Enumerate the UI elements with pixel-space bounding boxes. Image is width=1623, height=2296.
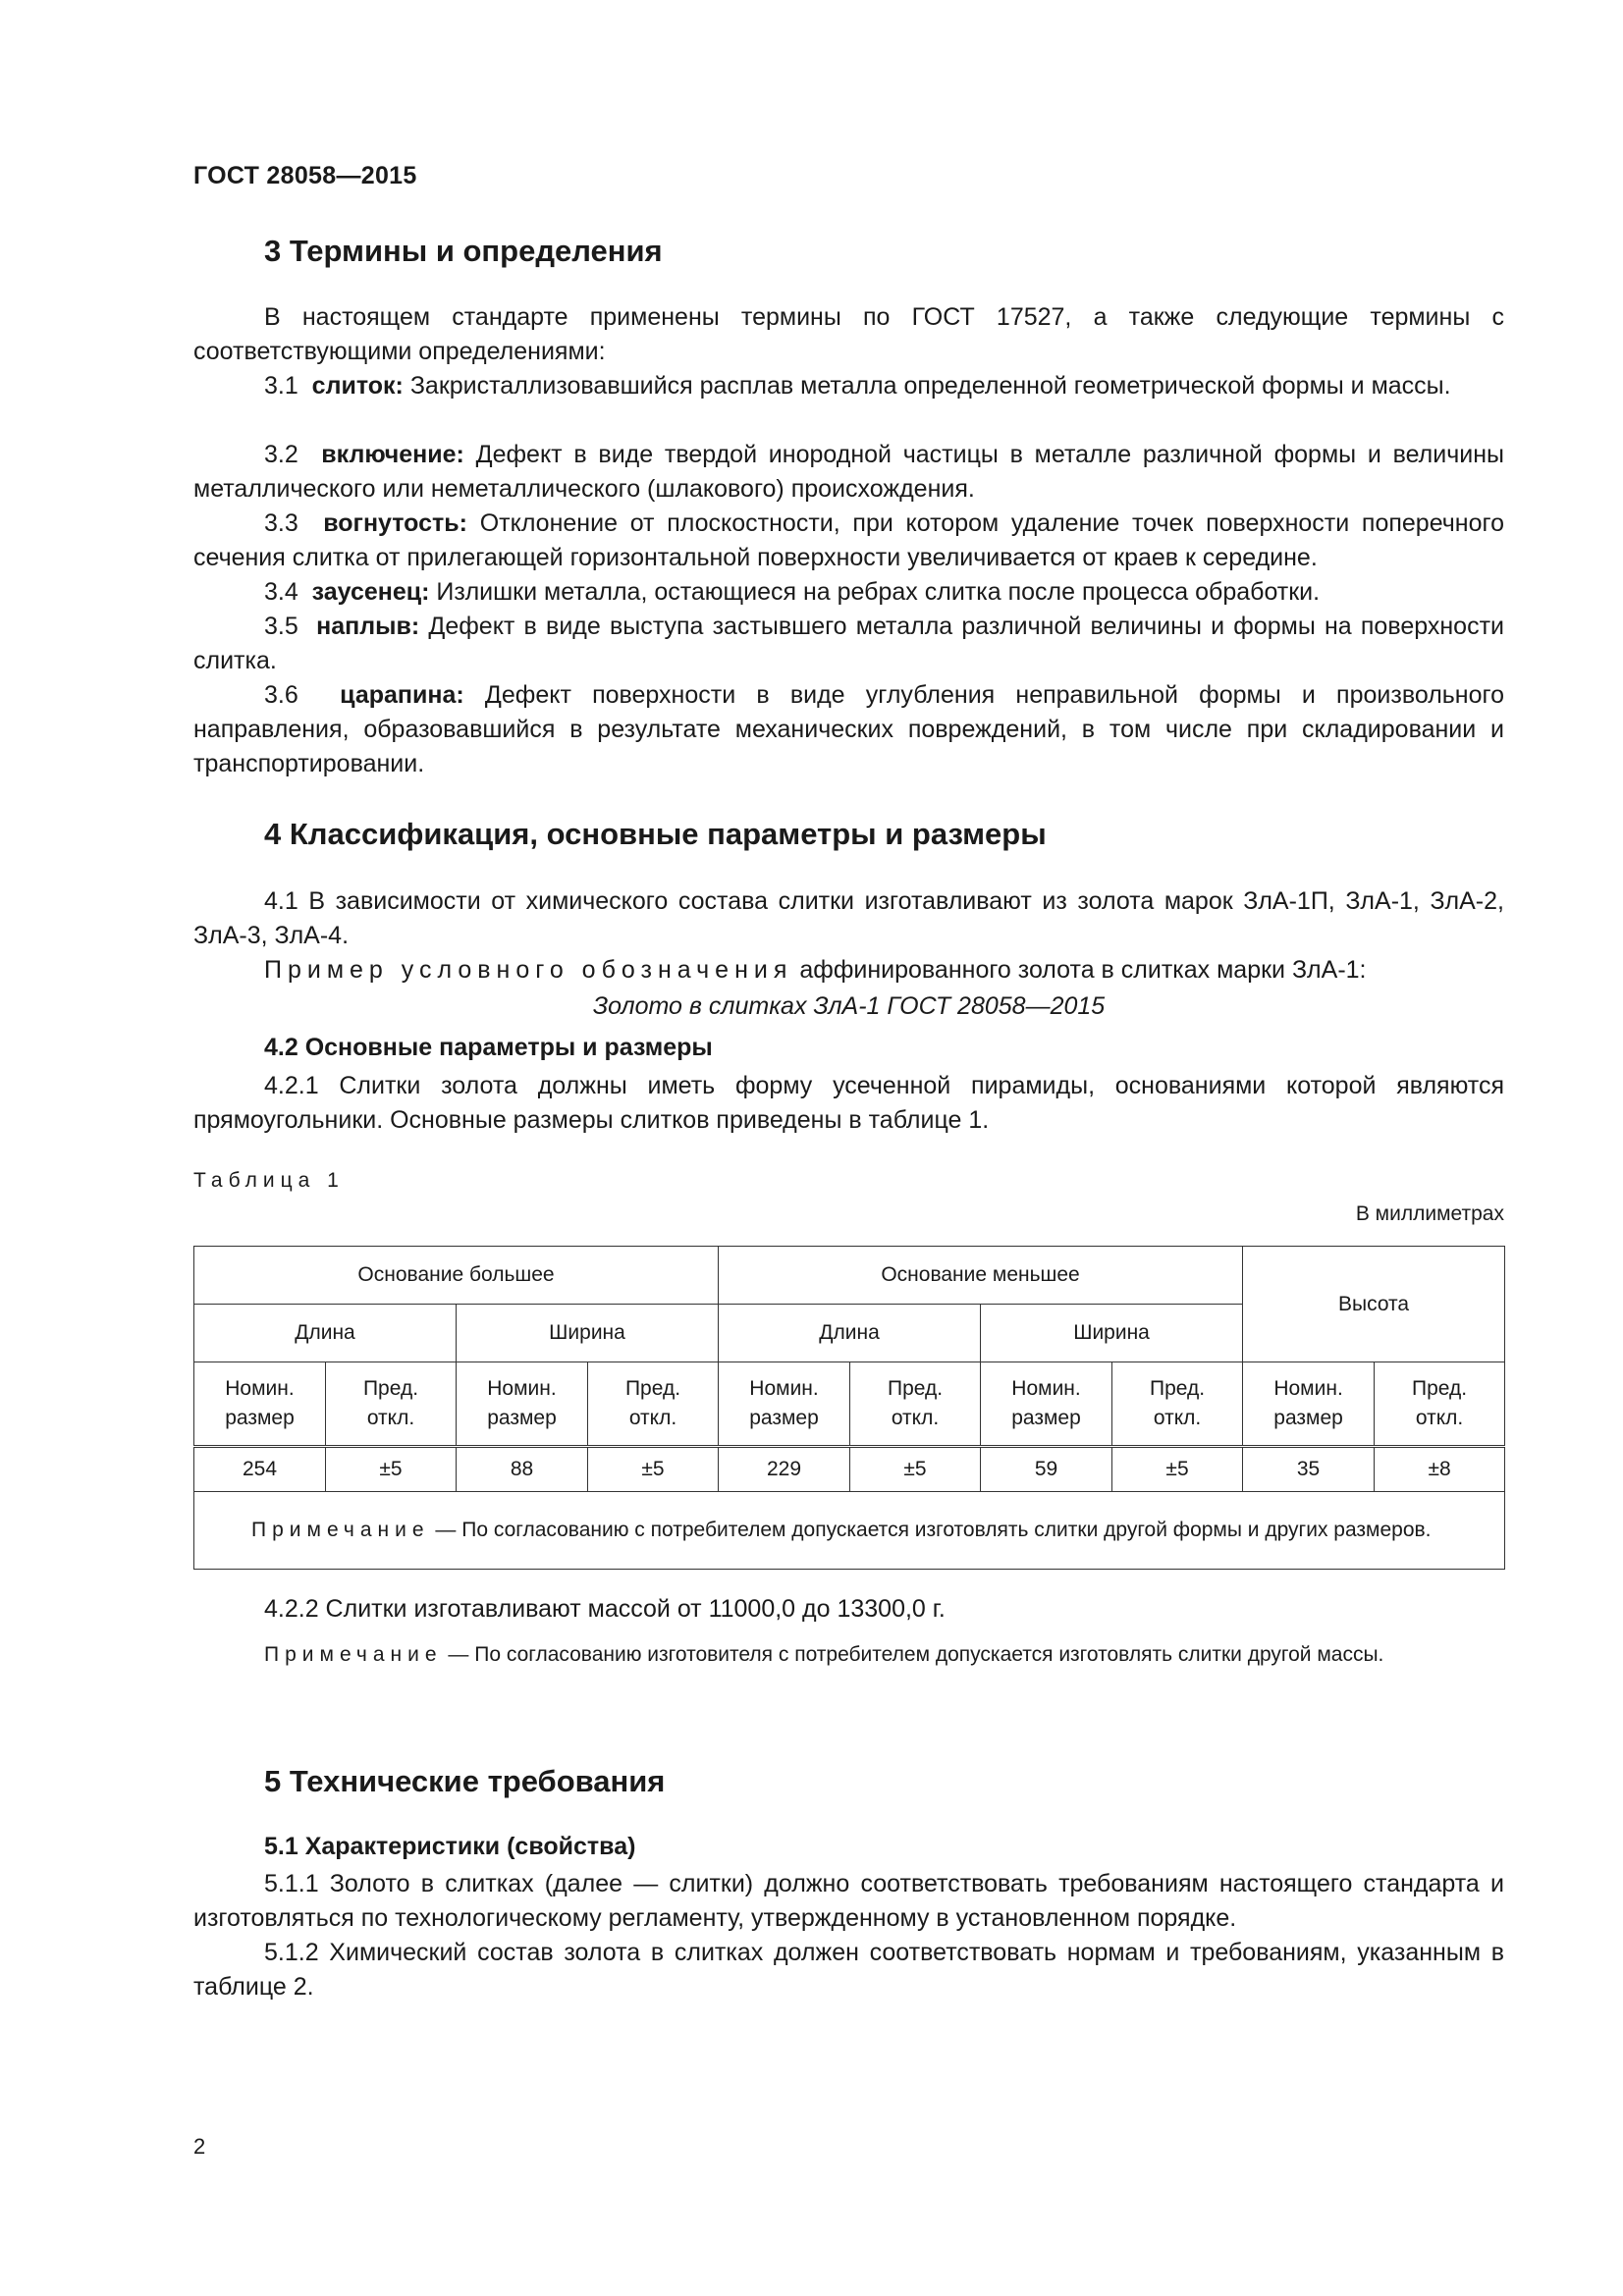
subsection-5-1-heading: 5.1 Характеристики (свойства) xyxy=(264,1833,636,1860)
paragraph-text: 4.2.2 Слитки изготавливают массой от 11000,0 до 13300,0 г. xyxy=(264,1595,946,1623)
note-label: Примечание xyxy=(264,1643,443,1666)
column-header: Пред. откл. xyxy=(850,1362,981,1447)
term-definition: Отклонение от плоскостности, при котором удаление точек поверхности поперечного сечения слитка от прилегающей горизонтальной поверхности увеличивается от краев к середине. xyxy=(193,509,1504,571)
term-number: 3.2 xyxy=(264,441,298,468)
term-definition: Дефект в виде выступа застывшего металла различной величины и формы на поверхности слитка. xyxy=(193,613,1504,674)
table-cell: 59 xyxy=(981,1447,1112,1492)
term-definition: Дефект в виде твердой инородной частицы в металле различной формы и величины металлического или неметаллического (шлакового) происхождения. xyxy=(193,441,1504,503)
term-3-2 xyxy=(193,438,1504,507)
example-label: Пример условного обозначения xyxy=(264,956,793,984)
example-line xyxy=(193,953,1504,988)
paragraph-4-1 xyxy=(193,884,1504,953)
term-number: 3.6 xyxy=(264,681,298,709)
table-column-header-row xyxy=(194,1362,1505,1447)
paragraph-text: 5.1.2 Химический состав золота в слитках должен соответствовать нормам и требованиям, указанным в таблице 2. xyxy=(193,1939,1504,2001)
column-header: Пред. откл. xyxy=(1375,1362,1505,1447)
table-cell: 254 xyxy=(194,1447,326,1492)
term-3-6 xyxy=(193,678,1504,781)
term-3-4 xyxy=(193,575,1504,610)
term-word: слиток: xyxy=(311,372,404,400)
term-3-5 xyxy=(193,610,1504,678)
column-header: Пред. откл. xyxy=(1112,1362,1243,1447)
subheader-length: Длина xyxy=(719,1305,981,1362)
document-code: ГОСТ 28058—2015 xyxy=(193,162,417,189)
term-word: наплыв: xyxy=(316,613,420,640)
paragraph-4-2-1 xyxy=(193,1069,1504,1138)
table-header-row xyxy=(194,1247,1505,1305)
table-1 xyxy=(193,1246,1505,1570)
column-header: Номин. размер xyxy=(981,1362,1112,1447)
table-cell: ±5 xyxy=(1112,1447,1243,1492)
table-cell: ±5 xyxy=(850,1447,981,1492)
note-after-4-2-2 xyxy=(193,1639,1504,1670)
paragraph-text: 5.1.1 Золото в слитках (далее — слитки) должно соответствовать требованиям настоящего стандарта и изготовляться по технологическому регламенту, утвержденному в установленном порядке. xyxy=(193,1870,1504,1932)
table-caption: Таблица 1 xyxy=(193,1169,345,1192)
subheader-width: Ширина xyxy=(981,1305,1243,1362)
column-header: Пред. откл. xyxy=(588,1362,719,1447)
term-number: 3.4 xyxy=(264,578,298,606)
subheader-width: Ширина xyxy=(457,1305,719,1362)
note-label: Примечание xyxy=(251,1518,430,1541)
table-note-row xyxy=(194,1492,1505,1570)
column-header: Номин. размер xyxy=(719,1362,850,1447)
term-word: вогнутость: xyxy=(323,509,467,537)
paragraph-text: 4.2.1 Слитки золота должны иметь форму усеченной пирамиды, основаниями которой являются прямоугольники. Основные размеры слитков приведены в таблице 1. xyxy=(193,1072,1504,1134)
section-3-heading: 3 Термины и определения xyxy=(264,234,663,268)
table-cell: 35 xyxy=(1243,1447,1375,1492)
term-3-1 xyxy=(193,369,1504,403)
note-text: — По согласованию изготовителя с потребителем допускается изготовлять слитки другой массы. xyxy=(442,1643,1384,1666)
example-designation: Золото в слитках ЗлА-1 ГОСТ 28058—2015 xyxy=(592,992,1106,1020)
header-small-base: Основание меньшее xyxy=(719,1247,1243,1305)
term-definition: Излишки металла, остающиеся на ребрах слитка после процесса обработки. xyxy=(436,578,1321,606)
term-number: 3.5 xyxy=(264,613,298,640)
paragraph-5-1-1 xyxy=(193,1867,1504,1936)
intro-text: В настоящем стандарте применены термины по ГОСТ 17527, а также следующие термины с соответствующими определениями: xyxy=(193,303,1504,365)
paragraph-4-2-2 xyxy=(193,1592,1504,1627)
table-units: В миллиметрах xyxy=(1355,1202,1504,1225)
subheader-length: Длина xyxy=(194,1305,457,1362)
term-number: 3.1 xyxy=(264,372,298,400)
column-header: Номин. размер xyxy=(194,1362,326,1447)
table-cell: 88 xyxy=(457,1447,588,1492)
column-header: Номин. размер xyxy=(457,1362,588,1447)
page-number: 2 xyxy=(193,2134,206,2159)
header-height: Высота xyxy=(1243,1247,1505,1362)
paragraph-text: 4.1 В зависимости от химического состава слитки изготавливают из золота марок ЗлА-1П, ЗлА-1, ЗлА-2, ЗлА-3, ЗлА-4. xyxy=(193,887,1504,949)
table-cell: ±5 xyxy=(326,1447,457,1492)
section-5-heading: 5 Технические требования xyxy=(264,1764,666,1798)
column-header: Номин. размер xyxy=(1243,1362,1375,1447)
term-number: 3.3 xyxy=(264,509,298,537)
example-rest: аффинированного золота в слитках марки ЗлА-1: xyxy=(799,956,1367,984)
term-definition: Дефект поверхности в виде углубления неправильной формы и произвольного направления, образовавшийся в результате механических повреждений, в том числе при складировании и транспортировании. xyxy=(193,681,1504,777)
header-large-base: Основание большее xyxy=(194,1247,719,1305)
subsection-4-2-heading: 4.2 Основные параметры и размеры xyxy=(264,1034,713,1061)
table-row xyxy=(194,1447,1505,1492)
term-word: заусенец: xyxy=(311,578,430,606)
term-word: включение: xyxy=(321,441,464,468)
term-word: царапина: xyxy=(340,681,464,709)
table-cell: ±5 xyxy=(588,1447,719,1492)
section-4-heading: 4 Классификация, основные параметры и размеры xyxy=(264,817,1047,851)
term-3-3 xyxy=(193,507,1504,575)
table-cell: ±8 xyxy=(1375,1447,1505,1492)
section-3-intro xyxy=(193,300,1504,369)
table-cell: 229 xyxy=(719,1447,850,1492)
note-text: — По согласованию с потребителем допускается изготовлять слитки другой формы и других размеров. xyxy=(429,1518,1432,1541)
term-definition: Закристаллизовавшийся расплав металла определенной геометрической формы и массы. xyxy=(409,372,1451,400)
table-note xyxy=(194,1492,1505,1570)
column-header: Пред. откл. xyxy=(326,1362,457,1447)
paragraph-5-1-2 xyxy=(193,1936,1504,2004)
